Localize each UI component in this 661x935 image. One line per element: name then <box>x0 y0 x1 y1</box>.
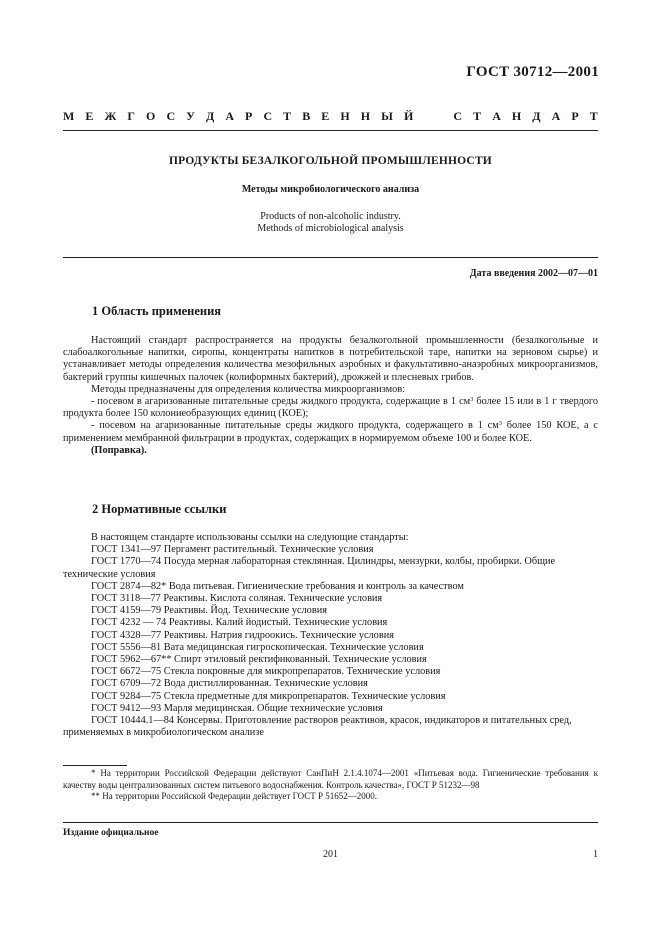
reference-item: ГОСТ 2874—82* Вода питьевая. Гигиенические требования и контроль за качеством <box>91 580 464 592</box>
english-title-line-2: Methods of microbiological analysis <box>257 223 404 234</box>
section-2-heading: 2 Нормативные ссылки <box>92 502 227 516</box>
sheet-number: 1 <box>593 849 598 860</box>
english-title <box>0 211 661 235</box>
heading-letter: Т <box>473 109 482 123</box>
footer-divider <box>63 822 598 823</box>
heading-letter: Р <box>245 109 253 123</box>
document-title: ПРОДУКТЫ БЕЗАЛКОГОЛЬНОЙ ПРОМЫШЛЕННОСТИ <box>169 155 492 167</box>
title-divider <box>63 257 598 258</box>
document-number: ГОСТ 30712—2001 <box>466 64 599 80</box>
heading-letter: Ж <box>104 109 117 123</box>
introduction-date: Дата введения 2002—07—01 <box>469 268 598 279</box>
heading-letter: Д <box>532 109 541 123</box>
section-1-body <box>63 335 598 457</box>
edition-label: Издание официальное <box>63 828 159 838</box>
section-1-paragraph: Методы предназначены для определения количества микроорганизмов: <box>91 383 406 395</box>
standard-type-heading <box>63 109 598 124</box>
heading-letter: Н <box>340 109 350 123</box>
heading-letter: Е <box>85 109 94 123</box>
heading-letter: Г <box>127 109 135 123</box>
reference-item: ГОСТ 6709—72 Вода дистиллированная. Технические условия <box>91 678 368 690</box>
heading-letter: О <box>146 109 156 123</box>
heading-letter: Т <box>283 109 292 123</box>
reference-item: ГОСТ 9284—75 Стекла предметные для микропрепаратов. Технические условия <box>91 690 446 702</box>
reference-item: ГОСТ 10444.1—84 Консервы. Приготовление растворов реактивов, красок, индикаторов и питательных сред, применяемых в микробиологическом анализе <box>63 715 572 739</box>
reference-item: ГОСТ 5556—81 Вата медицинская гигроскопическая. Технические условия <box>91 641 424 653</box>
heading-letter: Е <box>321 109 330 123</box>
reference-item: ГОСТ 6672—75 Стекла покровные для микропрепаратов. Технические условия <box>91 666 441 678</box>
heading-letter: С <box>453 109 463 123</box>
heading-letter: В <box>302 109 311 123</box>
normative-references <box>63 532 598 739</box>
reference-item: ГОСТ 4328—77 Реактивы. Натрия гидроокись. Технические условия <box>91 629 394 641</box>
reference-item: ГОСТ 3118—77 Реактивы. Кислота соляная. Технические условия <box>91 593 383 605</box>
correction-note: (Поправка). <box>91 444 147 456</box>
heading-letter: А <box>551 109 561 123</box>
section-1-list-item: - посевом на агаризованные питательные среды жидкого продукта, содержащего в 1 $см^3$ более 150 КОЕ, а с применением мембранной фильтрации в продуктах, содержащих в нормируемом объеме 100 и более КОЕ. <box>63 420 598 444</box>
references-intro: В настоящем стандарте использованы ссылки на следующие стандарты: <box>91 532 409 543</box>
heading-letter: Т <box>589 109 598 123</box>
heading-letter: Р <box>571 109 579 123</box>
header-divider <box>63 130 598 131</box>
heading-letter: С <box>263 109 273 123</box>
heading-letter: А <box>225 109 234 123</box>
heading-letter: Н <box>511 109 522 123</box>
heading-letter: Ы <box>381 109 393 123</box>
page-number: 201 <box>323 849 338 860</box>
heading-letter: М <box>63 109 75 123</box>
english-title-line-1: Products of non-alcoholic industry. <box>260 211 401 222</box>
heading-letter: Н <box>360 109 371 123</box>
document-subtitle: Методы микробиологического анализа <box>241 184 420 195</box>
section-1-paragraph: Настоящий стандарт распространяется на продукты безалкогольной промышленности (безалкогольные и слабоалкогольные напитки, сиропы, концентраты напитков в потребительской таре, напитки на зерновом сырье) и устанавливает методы определения количества мезофильных аэробных и факультативно-анаэробных микроорганизмов, бактерий группы кишечных палочек (колиформных бактерий), дрожжей и плесневых грибов. <box>63 335 598 383</box>
reference-item: ГОСТ 1770—74 Посуда мерная лабораторная стеклянная. Цилиндры, мензурки, колбы, пробирки. Общие технические условия <box>63 556 556 580</box>
footnote-divider <box>63 765 127 766</box>
heading-letter: С <box>166 109 176 123</box>
reference-item: ГОСТ 1341—97 Пергамент растительный. Технические условия <box>91 544 374 556</box>
reference-item: ГОСТ 4159—79 Реактивы. Йод. Технические условия <box>91 605 327 617</box>
heading-letter: Д <box>206 109 215 123</box>
heading-letter: У <box>186 109 195 123</box>
footnote-2: ** На территории Российской Федерации действует ГОСТ Р 51652—2000. <box>91 791 377 801</box>
footnote-1: * На территории Российской Федерации действуют СанПиН 2.1.4.1074—2001 «Питьевая вода. Гигиенические требования к качеству воды централизованных систем питьевого водоснабжения. Контроль качества», ГОСТ Р 51232—98 <box>63 768 598 790</box>
heading-letter: Й <box>403 109 414 123</box>
heading-letter: А <box>492 109 501 123</box>
reference-item: ГОСТ 4232 — 74 Реактивы. Калий йодистый. Технические условия <box>91 617 388 629</box>
reference-item: ГОСТ 9412—93 Марля медицинская. Общие технические условия <box>91 702 383 714</box>
reference-item: ГОСТ 5962—67** Спирт этиловый ректификованный. Технические условия <box>91 654 427 666</box>
section-1-list-item: - посевом в агаризованные питательные среды жидкого продукта, содержащие в 1 $см^3$ более 15 или в 1 г твердого продукта более 150 колониеобразующих единиц (КОЕ); <box>63 396 598 420</box>
heading-letter <box>424 109 442 124</box>
footnotes <box>63 768 598 803</box>
section-1-heading: 1 Область применения <box>92 304 222 318</box>
